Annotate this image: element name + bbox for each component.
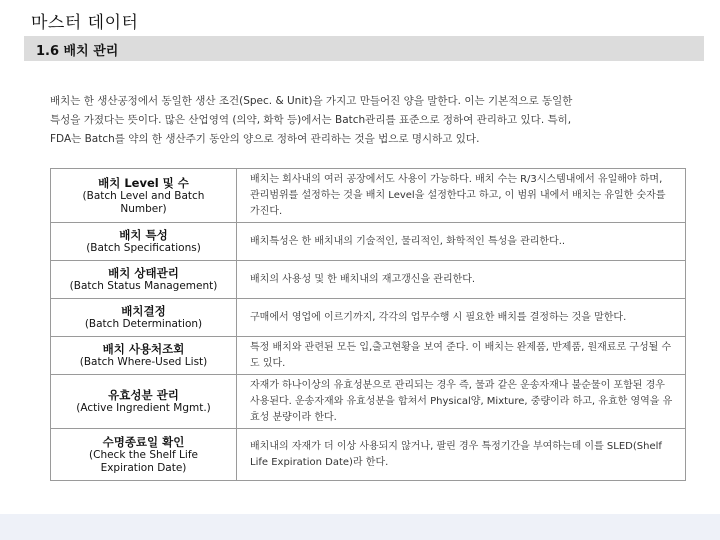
table-row [51,261,686,299]
table-row [51,299,686,337]
term-cell [51,429,237,481]
term-cell [51,169,237,223]
term-english: (Active Ingredient Mgmt.) [76,402,211,414]
description-cell: 특정 배치와 관련된 모든 입,출고현황을 보여 준다. 이 배치는 완제품, 반제품, 원재료로 구성될 수도 있다. [237,337,686,375]
table-row [51,169,686,223]
table-row [51,375,686,429]
term-english: (Batch Determination) [84,318,203,330]
intro-line: FDA는 Batch를 약의 한 생산주기 동안의 양으로 정하여 관리하는 것을 법으로 명시하고 있다. [50,133,480,145]
description-cell: 구매에서 영업에 이르기까지, 각각의 업무수행 시 필요한 배치를 결정하는 것을 말한다. [237,299,686,337]
intro-line: 배치는 한 생산공정에서 동일한 생산 조건(Spec. & Unit)을 가지고 만들어진 양을 말한다. 이는 기본적으로 동일한 [50,95,573,107]
intro-paragraph [50,92,660,149]
description-cell: 배치내의 자재가 더 이상 사용되지 않거나, 팔린 경우 특정기간을 부여하는데 이를 SLED(Shelf Life Expiration Date)라 한다. [237,429,686,481]
term-english: (Batch Specifications) [86,242,201,254]
term-cell [51,223,237,261]
term-korean: 배치 Level 및 수 [98,175,189,190]
description-cell: 배치특성은 한 배치내의 기술적인, 물리적인, 화학적인 특성을 관리한다.. [237,223,686,261]
term-korean: 수명종료일 확인 [102,434,185,449]
table-row [51,337,686,375]
term-korean: 배치결정 [121,304,166,318]
description-cell: 자재가 하나이상의 유효성분으로 관리되는 경우 즉, 물과 같은 운송자재나 불순물이 포함된 경우 사용된다. 운송자재와 유효성분을 합쳐서 Physical양, Mixture, 중량이라 하고, 유효한 영역을 유효성 분량이라 한다. [237,375,686,429]
term-korean: 유효성분 관리 [108,388,179,402]
footer-bar [0,514,720,540]
term-english: (Batch Where-Used List) [79,356,208,368]
term-english: (Check the Shelf Life Expiration Date) [89,448,198,474]
table-row [51,429,686,481]
intro-line: 특성을 가졌다는 뜻이다. 많은 산업영역 (의약, 화학 등)에서는 Batch관리를 표준으로 정하여 관리하고 있다. 특히, [50,114,572,126]
term-english: (Batch Status Management) [69,280,218,292]
term-english: (Batch Level and Batch Number) [82,189,205,215]
term-korean: 배치 특성 [119,228,168,242]
term-korean: 배치 상태관리 [108,266,179,280]
section-title: 1.6 배치 관리 [36,44,119,59]
description-cell: 배치는 회사내의 여러 공장에서도 사용이 가능하다. 배치 수는 R/3시스템내에서 유일해야 하며, 관리범위를 설정하는 것을 배치 Level을 설정한다고 하고, 이 범위 내에서 배치는 유일한 숫자를 가진다. [237,169,686,223]
description-cell: 배치의 사용성 및 한 배치내의 재고갱신을 관리한다. [237,261,686,299]
batch-definition-table [50,168,686,481]
term-cell [51,375,237,429]
term-korean: 배치 사용처조회 [102,342,185,356]
table-row [51,223,686,261]
term-cell [51,299,237,337]
section-header-bar [24,36,704,61]
page-title: 마스터 데이터 [31,13,139,33]
term-cell [51,337,237,375]
term-cell [51,261,237,299]
